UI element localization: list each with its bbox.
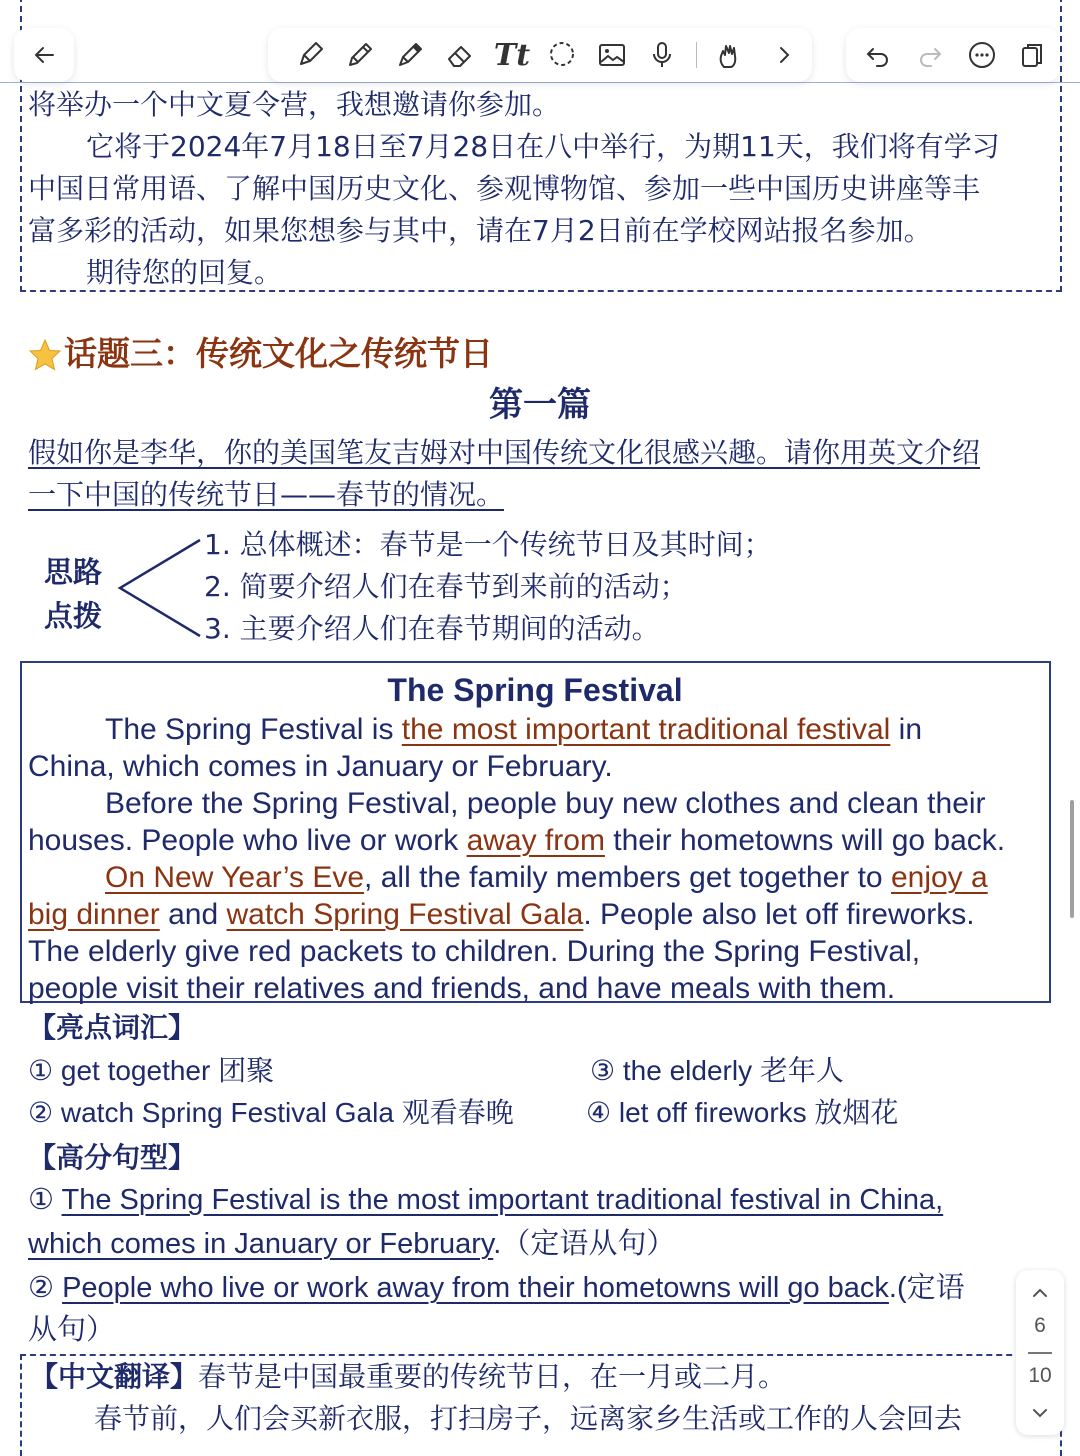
letter-line-3: 中国日常用语、了解中国历史文化、参观博物馆、参加一些中国历史讲座等丰 — [28, 172, 981, 205]
drawing-toolbar — [268, 28, 812, 82]
current-page: 6 — [1034, 1314, 1046, 1337]
essay-line-6 — [28, 896, 975, 933]
sentence-text: which comes in January or February — [28, 1228, 494, 1260]
image-icon[interactable] — [590, 28, 634, 82]
arrow-left-icon — [22, 28, 66, 82]
essay-highlight: away from — [466, 824, 605, 857]
undo-icon[interactable] — [856, 28, 900, 82]
prompt-line-1: 假如你是李华，你的美国笔友吉姆对中国传统文化很感兴趣。请你用英文介绍 — [28, 436, 981, 469]
sentence-text: People who live or work away from their hometowns will go back — [62, 1272, 889, 1304]
translation-line-2: 春节前，人们会买新衣服，打扫房子，远离家乡生活或工作的人会回去 — [94, 1402, 963, 1435]
redo-icon[interactable] — [908, 28, 952, 82]
chevron-up-icon[interactable] — [1016, 1278, 1064, 1308]
vocab-heading: 【亮点词汇】 — [28, 1011, 197, 1044]
essay-line-2: China, which comes in January or February. — [28, 750, 613, 783]
toolbar-divider-line — [0, 82, 1080, 83]
text-tool-icon[interactable]: Tt — [493, 37, 531, 73]
letter-line-4: 富多彩的活动，如果您想参与其中，请在7月2日前在学校网站报名参加。 — [28, 214, 932, 247]
sentences-heading: 【高分句型】 — [28, 1141, 197, 1174]
vocab-item-2: ② watch Spring Festival Gala 观看春晚 — [28, 1097, 514, 1128]
essay-line-8: people visit their relatives and friends, and have meals with them. — [28, 972, 896, 1005]
sentence-note: .(定语 — [888, 1272, 965, 1304]
letter-line-5: 期待您的回复。 — [86, 256, 283, 289]
total-pages: 10 — [1028, 1364, 1052, 1387]
scrollbar[interactable] — [1070, 800, 1074, 918]
lasso-icon[interactable] — [540, 28, 584, 82]
page-pager — [1016, 1270, 1064, 1435]
sentence-1-line-2 — [28, 1226, 675, 1263]
eraser-icon[interactable] — [438, 28, 482, 82]
sentence-2-line-1 — [28, 1270, 1010, 1307]
outline-label — [44, 550, 102, 638]
essay-title: The Spring Festival — [387, 672, 683, 708]
pager-divider — [1028, 1352, 1052, 1354]
essay-line-4 — [28, 822, 1005, 859]
pencil-icon[interactable] — [338, 28, 382, 82]
essay-text: in — [890, 713, 923, 746]
outline-item-3: 3. 主要介绍人们在春节期间的活动。 — [204, 612, 660, 645]
essay-text: . People also let off fireworks. — [583, 898, 975, 931]
outline-bracket — [114, 536, 204, 640]
star-icon — [28, 338, 62, 372]
essay-text: their hometowns will go back. — [604, 824, 1006, 857]
right-toolbar — [846, 28, 1060, 82]
sentence-number: ② — [28, 1272, 63, 1304]
hand-draw-icon[interactable] — [708, 28, 752, 82]
essay-line-3: Before the Spring Festival, people buy new clothes and clean their — [105, 787, 986, 820]
sentence-text: The Spring Festival is the most important traditional festival in China, — [61, 1184, 944, 1216]
essay-highlight: big dinner — [28, 898, 160, 931]
pages-icon[interactable] — [1010, 28, 1054, 82]
essay-highlight: enjoy a — [890, 861, 988, 894]
vocab-item-1: ① get together 团聚 — [28, 1055, 275, 1086]
essay-line-5 — [105, 859, 988, 896]
letter-line-2: 它将于2024年7月18日至7月28日在八中举行，为期11天，我们将有学习 — [86, 130, 1000, 163]
essay-line-7: The elderly give red packets to children. During the Spring Festival, — [28, 935, 921, 968]
essay-text: The Spring Festival is — [105, 713, 402, 746]
outline-label-line-1: 思路 — [44, 555, 103, 589]
topic-subtitle: 第一篇 — [489, 385, 591, 425]
prompt-line-2: 一下中国的传统节日——春节的情况。 — [28, 478, 505, 511]
essay-highlight: On New Year’s Eve — [105, 861, 365, 894]
sentence-2-line-2: 从句） — [28, 1314, 116, 1346]
outline-label-line-2: 点拨 — [44, 599, 103, 633]
sentence-number: ① — [28, 1184, 62, 1216]
outline-item-2: 2. 简要介绍人们在春节到来前的活动； — [204, 570, 688, 603]
translation-line-1 — [30, 1356, 786, 1398]
more-icon[interactable] — [960, 28, 1004, 82]
pen-icon[interactable] — [288, 28, 332, 82]
vocab-item-3: ③ the elderly 老年人 — [590, 1055, 844, 1086]
translation-heading: 【中文翻译】 — [30, 1360, 199, 1393]
essay-text: houses. People who live or work — [28, 824, 467, 857]
chevron-right-icon[interactable] — [762, 28, 806, 82]
chevron-down-icon[interactable] — [1016, 1398, 1064, 1428]
back-button[interactable] — [14, 28, 74, 82]
marker-icon[interactable] — [388, 28, 432, 82]
microphone-icon[interactable] — [640, 28, 684, 82]
essay-highlight: watch Spring Festival Gala — [226, 898, 584, 931]
essay-line-1 — [105, 711, 922, 748]
essay-highlight: the most important traditional festival — [401, 713, 891, 746]
essay-text: and — [159, 898, 227, 931]
vocab-item-4: ④ let off fireworks 放烟花 — [586, 1097, 899, 1128]
essay-text: , all the family members get together to — [364, 861, 891, 894]
topic-title: 话题三：传统文化之传统节日 — [64, 334, 493, 373]
toolbar-separator — [696, 42, 697, 68]
translation-text: 春节是中国最重要的传统节日，在一月或二月。 — [198, 1360, 787, 1393]
sentence-note: .（定语从句） — [493, 1228, 676, 1260]
sentence-1-line-1 — [28, 1182, 943, 1219]
outline-item-1: 1. 总体概述：春节是一个传统节日及其时间； — [204, 528, 772, 561]
letter-line-1: 将举办一个中文夏令营，我想邀请你参加。 — [28, 88, 561, 121]
